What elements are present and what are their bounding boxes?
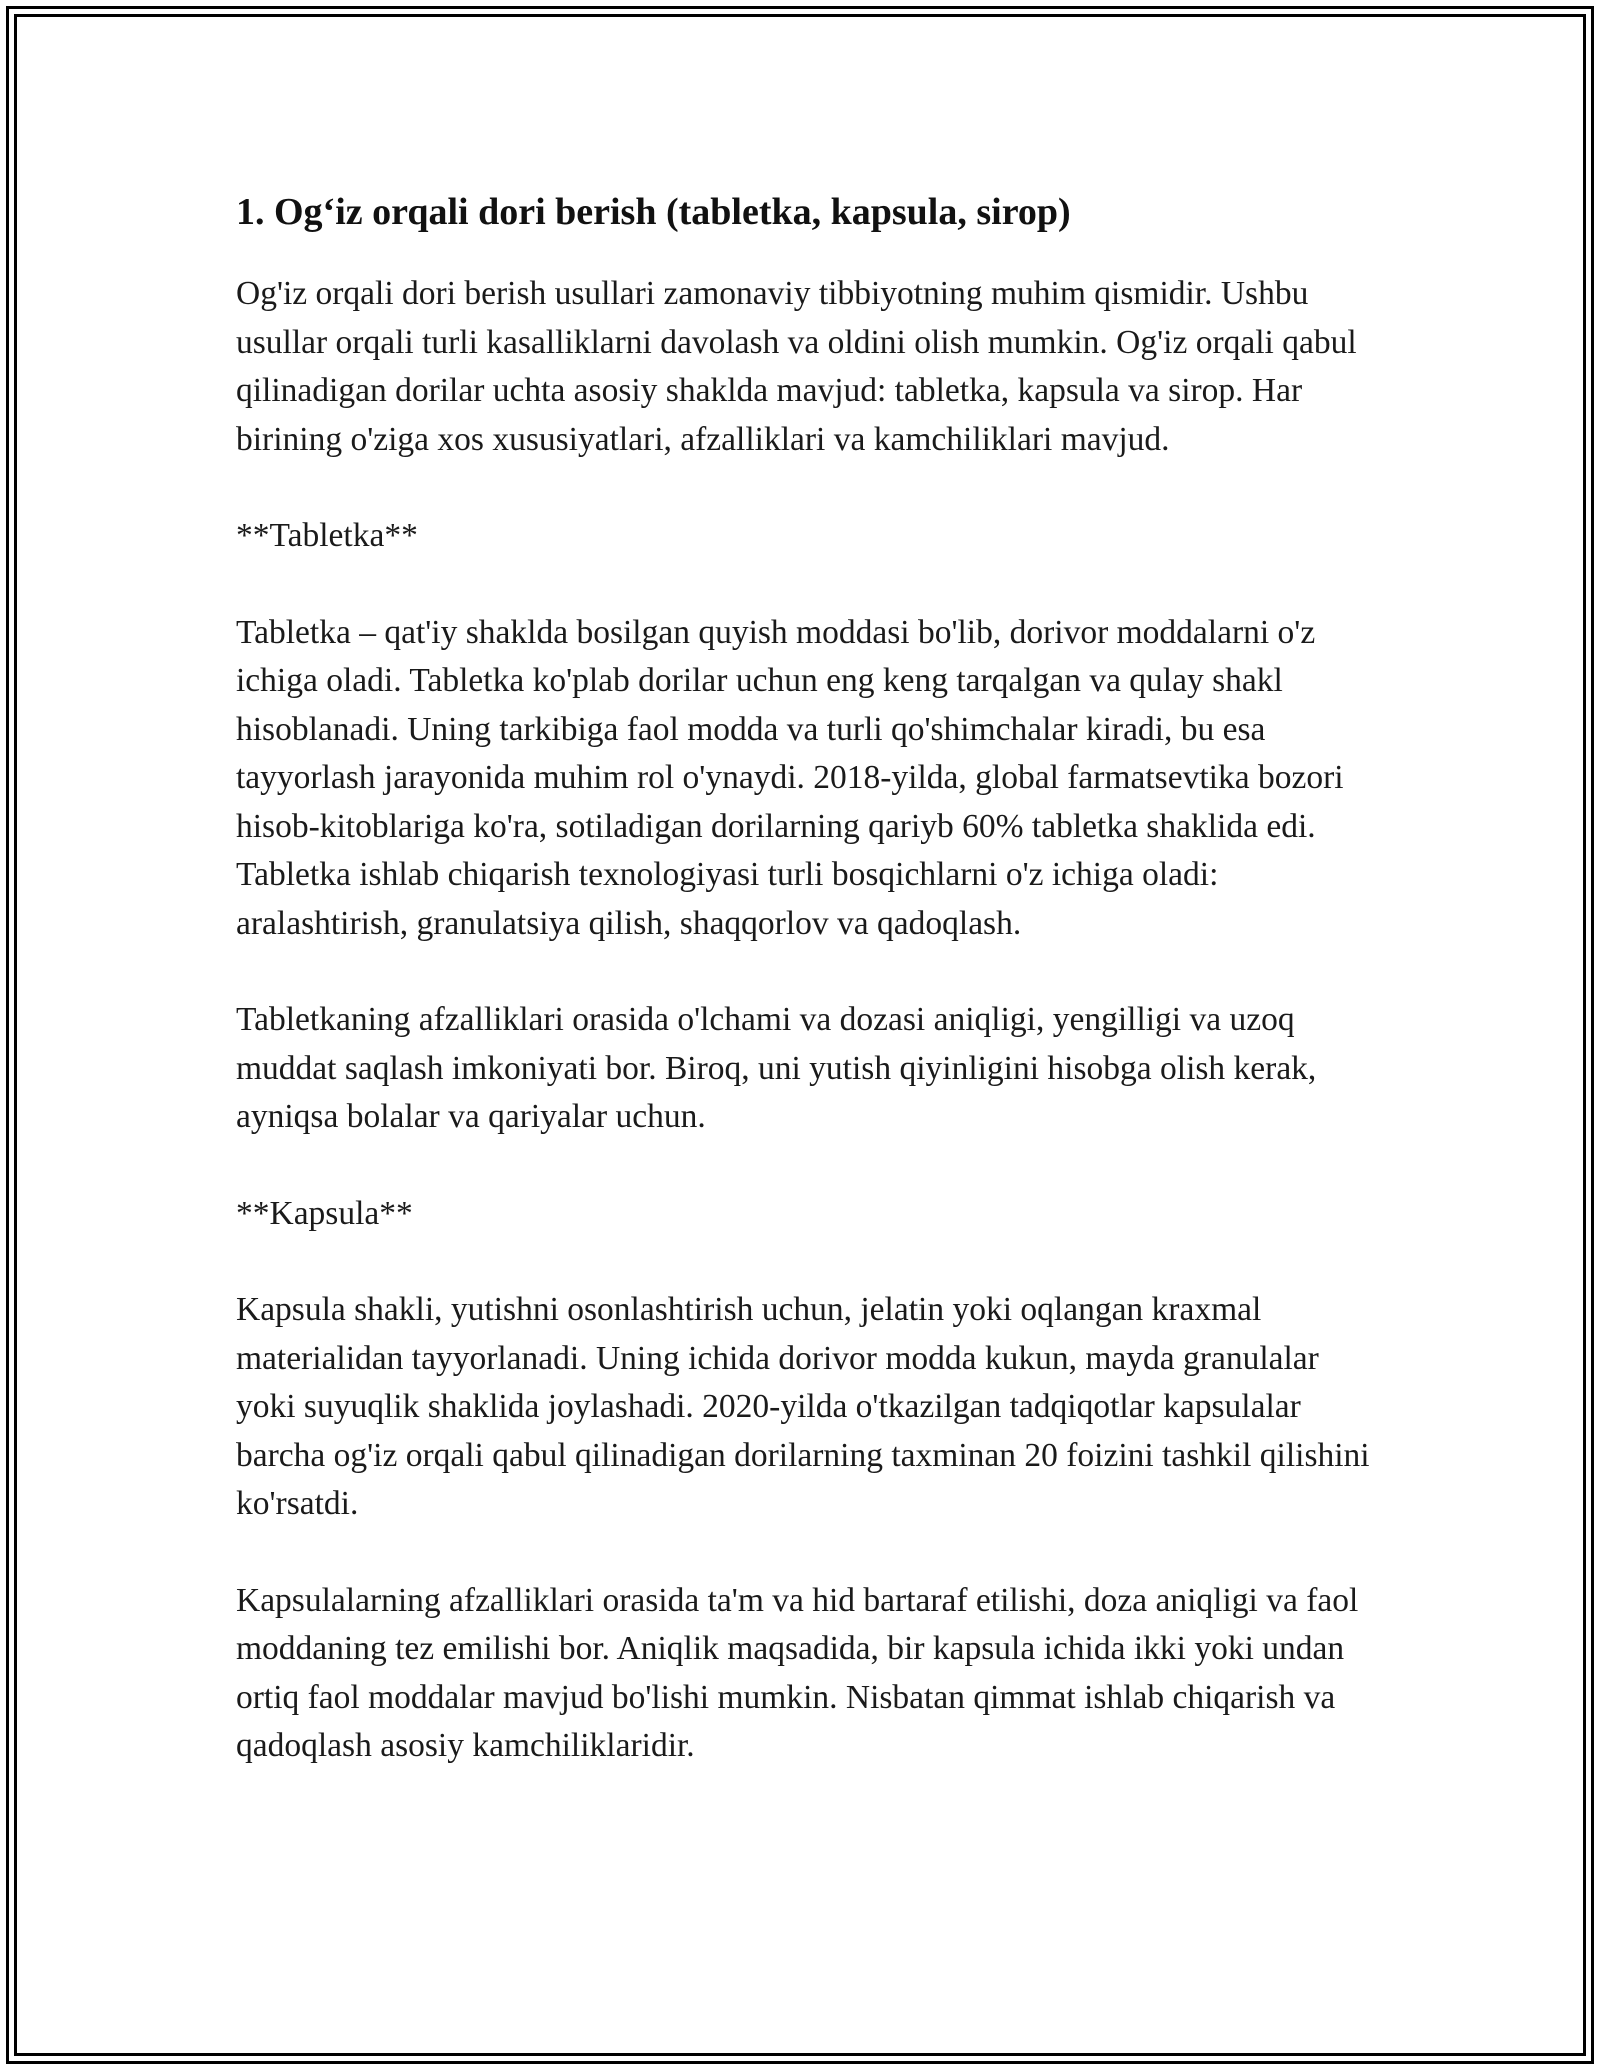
document-body [236, 186, 1376, 1771]
kapsula-advantages-paragraph: Kapsulalarning afzalliklari orasida ta'm va hid bartaraf etilishi, doza aniqligi va faol moddaning tez emilishi bor. Aniqlik maqsadida, bir kapsula ichida ikki yoki undan ortiq faol moddalar mavjud bo'lishi mumkin. Nisbatan qimmat ishlab chiqarish va qadoqlash asosiy kamchiliklaridir. [236, 1581, 1359, 1764]
tabletka-advantages-paragraph: Tabletkaning afzalliklari orasida o'lchami va dozasi aniqligi, yengilligi va uzoq muddat saqlash imkoniyati bor. Biroq, uni yutish qiyinligini hisobga olish kerak, ayniqsa bolalar va qariyalar uchun. [236, 1001, 1317, 1135]
tabletka-paragraph: Tabletka – qat'iy shaklda bosilgan quyish moddasi bo'lib, dorivor moddalarni o'z ichiga oladi. Tabletka ko'plab dorilar uchun eng keng tarqalgan va qulay shakl hisoblanadi. Uning tarkibiga faol modda va turli qo'shimchalar kiradi, bu esa tayyorlash jarayonida muhim rol o'ynaydi. 2018-yilda, global farmatsevtika bozori hisob-kitoblariga ko'ra, sotiladigan dorilarning qariyb 60% tabletka shaklida edi. Tabletka ishlab chiqarish texnologiyasi turli bosqichlarni o'z ichiga oladi: aralashtirish, granulatsiya qilish, shaqqorlov va qadoqlash. [236, 613, 1344, 942]
intro-paragraph: Og'iz orqali dori berish usullari zamonaviy tibbiyotning muhim qismidir. Ushbu usullar orqali turli kasalliklarni davolash va oldini olish mumkin. Og'iz orqali qabul qilinadigan dorilar uchta asosiy shaklda mavjud: tabletka, kapsula va sirop. Har birining o'ziga xos xususiyatlari, afzalliklari va kamchiliklari mavjud. [236, 275, 1357, 458]
tabletka-heading: **Tabletka** [236, 517, 418, 554]
section-title: 1. Og‘iz orqali dori berish (tabletka, kapsula, sirop) [236, 191, 1071, 233]
kapsula-paragraph: Kapsula shakli, yutishni osonlashtirish uchun, jelatin yoki oqlangan kraxmal materialidan tayyorlanadi. Uning ichida dorivor modda kukun, mayda granulalar yoki suyuqlik shaklida joylashadi. 2020-yilda o'tkazilgan tadqiqotlar kapsulalar barcha og'iz orqali qabul qilinadigan dorilarning taxminan 20 foizini tashkil qilishini ko'rsatdi. [236, 1291, 1370, 1522]
kapsula-heading: **Kapsula** [236, 1194, 413, 1232]
